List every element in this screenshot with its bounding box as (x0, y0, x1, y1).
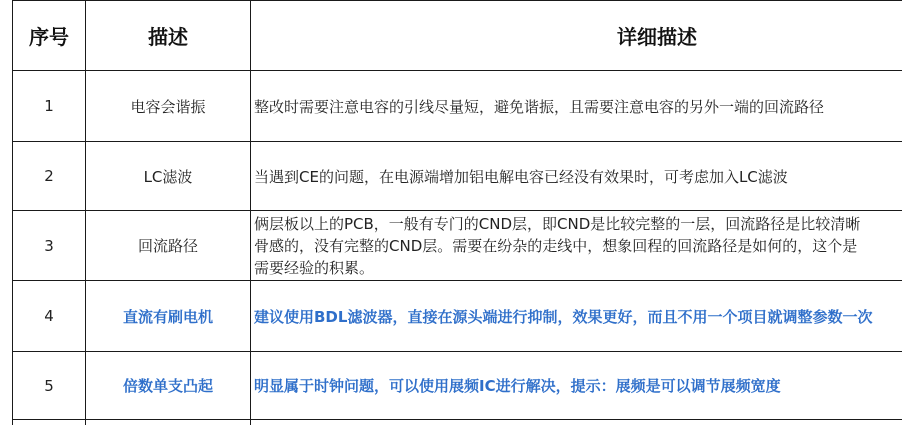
cell-empty[interactable] (86, 420, 251, 425)
cell-detail[interactable]: 明显属于时钟问题，可以使用展频IC进行解决，提示：展频是可以调节展频宽度 (251, 352, 902, 420)
cell-desc[interactable]: 电容会谐振 (86, 71, 251, 142)
cell-desc[interactable]: 倍数单支凸起 (86, 352, 251, 420)
cell-empty[interactable] (251, 420, 902, 425)
cell-detail-line: 俩层板以上的PCB，一般有专门的CND层，即CND是比较完整的一层，回流路径是比较清晰 (254, 214, 861, 233)
header-cell-desc: 描述 (86, 1, 251, 71)
cell-desc[interactable]: LC滤波 (86, 142, 251, 211)
header-cell-detail: 详细描述 (251, 1, 902, 71)
cell-empty[interactable] (13, 420, 86, 425)
cell-detail[interactable]: 整改时需要注意电容的引线尽量短，避免谐振，且需要注意电容的另外一端的回流路径 (251, 71, 902, 142)
cell-no[interactable]: 3 (13, 211, 86, 281)
emc-notes-table (12, 0, 902, 425)
cell-no[interactable]: 2 (13, 142, 86, 211)
table-row-highlighted (13, 281, 902, 352)
cell-detail[interactable]: 建议使用BDL滤波器，直接在源头端进行抑制，效果更好，而且不用一个项目就调整参数一次 (251, 281, 902, 352)
table-row (13, 142, 902, 211)
table-row (13, 71, 902, 142)
table-row (13, 211, 902, 281)
cell-no[interactable]: 1 (13, 71, 86, 142)
spreadsheet-table-view (12, 0, 902, 425)
cell-no[interactable]: 4 (13, 281, 86, 352)
cell-no[interactable]: 5 (13, 352, 86, 420)
table-row-empty (13, 420, 902, 425)
cell-detail-line: 需要经验的积累。 (254, 258, 375, 277)
cell-detail[interactable]: 当遇到CE的问题，在电源端增加铝电解电容已经没有效果时，可考虑加入LC滤波 (251, 142, 902, 211)
cell-detail-line: 骨感的，没有完整的CND层。需要在纷杂的走线中，想象回程的回流路径是如何的，这个是 (254, 236, 858, 255)
cell-desc[interactable]: 直流有刷电机 (86, 281, 251, 352)
cell-detail[interactable] (251, 211, 902, 281)
cell-desc[interactable]: 回流路径 (86, 211, 251, 281)
header-cell-no: 序号 (13, 1, 86, 71)
header-row (13, 1, 902, 71)
table-row-highlighted (13, 352, 902, 420)
